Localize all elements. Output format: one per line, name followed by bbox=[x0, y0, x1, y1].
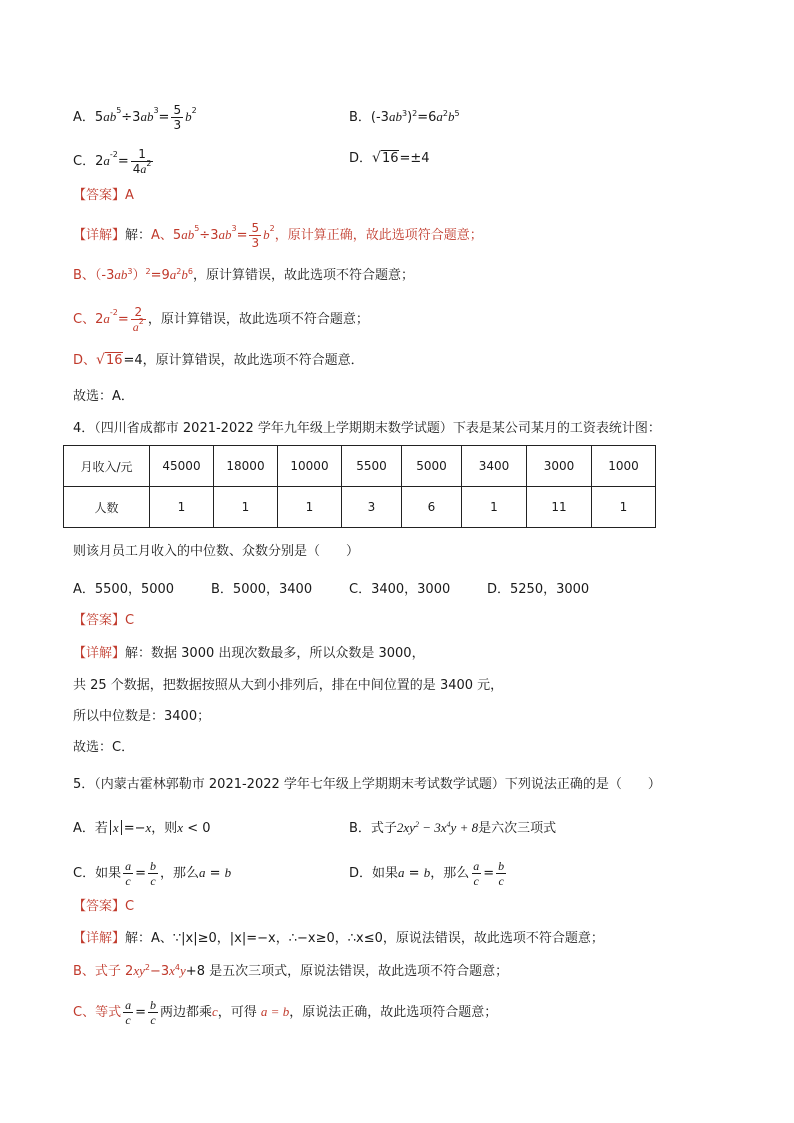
table-cell: 月收入/元 bbox=[64, 446, 150, 487]
sqrt-sign: √16 bbox=[372, 150, 399, 166]
q3-choice: 故选：A． bbox=[73, 389, 134, 404]
absolute-value: x bbox=[110, 820, 122, 835]
table-cell: 3 bbox=[342, 487, 402, 528]
table-row bbox=[64, 446, 656, 487]
q3-detail-d: D、√16=4，原计算错误，故此选项不符合题意． bbox=[73, 350, 364, 371]
q5-option-d: D．如果a = b，那么 $\frac{a}{c}$ = $\frac{b}{c}$ bbox=[349, 859, 505, 888]
table-cell: 11 bbox=[527, 487, 592, 528]
q4-answer: 【答案】C bbox=[73, 613, 135, 628]
q3-option-b: B．$(-3ab^3)^2=6a^2b^5$ bbox=[349, 109, 460, 125]
q4-option-d: D．5250，3000 bbox=[487, 582, 590, 597]
table-cell: 18000 bbox=[214, 446, 278, 487]
q3-detail-b: B、$(-3ab^3)^2=9a^2b^6$，原计算错误，故此选项不符合题意； bbox=[73, 267, 414, 283]
table-cell: 1 bbox=[462, 487, 527, 528]
q4-detail-3: 所以中位数是：3400； bbox=[73, 709, 211, 724]
q4-question: 则该月员工月收入的中位数、众数分别是（ ） bbox=[73, 544, 360, 559]
q3-detail-a: 【详解】解：A、$5ab^5\div 3ab^3=$ $\frac{5}{3}$ $b^2$，原计算正确，故此选项符合题意； bbox=[73, 221, 483, 250]
table-cell: 5500 bbox=[342, 446, 402, 487]
q4-detail-1: 【详解】解：数据 3000 出现次数最多，所以众数是 3000， bbox=[73, 646, 425, 661]
fraction: $\frac{1}{4a^2}$ bbox=[132, 147, 152, 176]
fraction: $\frac{b}{c}$ bbox=[149, 859, 156, 888]
q5-detail-a: 【详解】解：A、∵|x|≥0，|x|=−x，∴−x≥0，∴x≤0，原说法错误，故此选项不符合题意； bbox=[73, 931, 604, 946]
table-cell: 45000 bbox=[150, 446, 214, 487]
fraction: $\frac{b}{c}$ bbox=[149, 998, 156, 1027]
q3-option-d: D．√16=±4 bbox=[349, 148, 430, 169]
q4-detail-2: 共 25 个数据，把数据按照从大到小排列后，排在中间位置的是 3400 元， bbox=[73, 678, 504, 693]
q3-detail-c: C、$2a^{-2}=$ $\frac{2}{a^2}$ ，原计算错误，故此选项不符合题意； bbox=[73, 305, 369, 334]
fraction: $\frac{a}{c}$ bbox=[125, 998, 132, 1027]
sqrt-sign: √16 bbox=[96, 352, 123, 368]
q3-option-c: C．$2a^{-2}=$ $\frac{1}{4a^2}$ bbox=[73, 147, 152, 176]
q3-option-a: A．$5ab^5\div 3ab^3=$ $\frac{5}{3}$ $b^2$ bbox=[73, 103, 197, 132]
q4-option-c: C．3400，3000 bbox=[349, 582, 451, 597]
salary-table bbox=[63, 445, 656, 528]
q4-stem: 4．（四川省成都市 2021-2022 学年九年级上学期期末数学试题）下表是某公司某月的工资表统计图： bbox=[73, 421, 661, 436]
fraction: $\frac{a}{c}$ bbox=[125, 859, 132, 888]
table-cell: 3400 bbox=[462, 446, 527, 487]
fraction: $\frac{5}{3}$ bbox=[251, 221, 260, 250]
q4-choice: 故选：C． bbox=[73, 740, 135, 755]
table-cell: 6 bbox=[402, 487, 462, 528]
table-cell: 1000 bbox=[592, 446, 656, 487]
q5-stem: 5．（内蒙古霍林郭勒市 2021-2022 学年七年级上学期期末考试数学试题）下列说法正确的是（ ） bbox=[73, 777, 661, 792]
q5-detail-c: C、等式 $\frac{a}{c}$ = $\frac{b}{c}$ 两边都乘c，可得 a = b，原说法正确，故此选项符合题意； bbox=[73, 998, 498, 1027]
table-cell: 1 bbox=[150, 487, 214, 528]
table-cell: 1 bbox=[214, 487, 278, 528]
table-row bbox=[64, 487, 656, 528]
q4-option-b: B．5000，3400 bbox=[211, 582, 313, 597]
fraction: $\frac{2}{a^2}$ bbox=[132, 305, 144, 334]
q5-option-a: A．若 x =−x，则x < 0 bbox=[73, 820, 211, 836]
table-cell: 人数 bbox=[64, 487, 150, 528]
table-cell: 1 bbox=[278, 487, 342, 528]
q5-detail-b: B、式子 $2xy^2-3x^4y+8$ 是五次三项式，原说法错误，故此选项不符合题意； bbox=[73, 963, 509, 979]
table-cell: 1 bbox=[592, 487, 656, 528]
q5-option-c: C．如果 $\frac{a}{c}$ = $\frac{b}{c}$ ，那么a = b bbox=[73, 859, 232, 888]
fraction: $\frac{5}{3}$ bbox=[173, 103, 182, 132]
table-cell: 10000 bbox=[278, 446, 342, 487]
table-cell: 3000 bbox=[527, 446, 592, 487]
q4-option-a: A．5500，5000 bbox=[73, 582, 175, 597]
fraction: $\frac{a}{c}$ bbox=[473, 859, 480, 888]
q3-answer: 【答案】A bbox=[73, 188, 134, 203]
q5-option-b: B．式子$2xy^2 - 3x^4y + 8$是六次三项式 bbox=[349, 820, 557, 836]
q5-answer: 【答案】C bbox=[73, 899, 135, 914]
fraction: $\frac{b}{c}$ bbox=[498, 859, 505, 888]
table-cell: 5000 bbox=[402, 446, 462, 487]
